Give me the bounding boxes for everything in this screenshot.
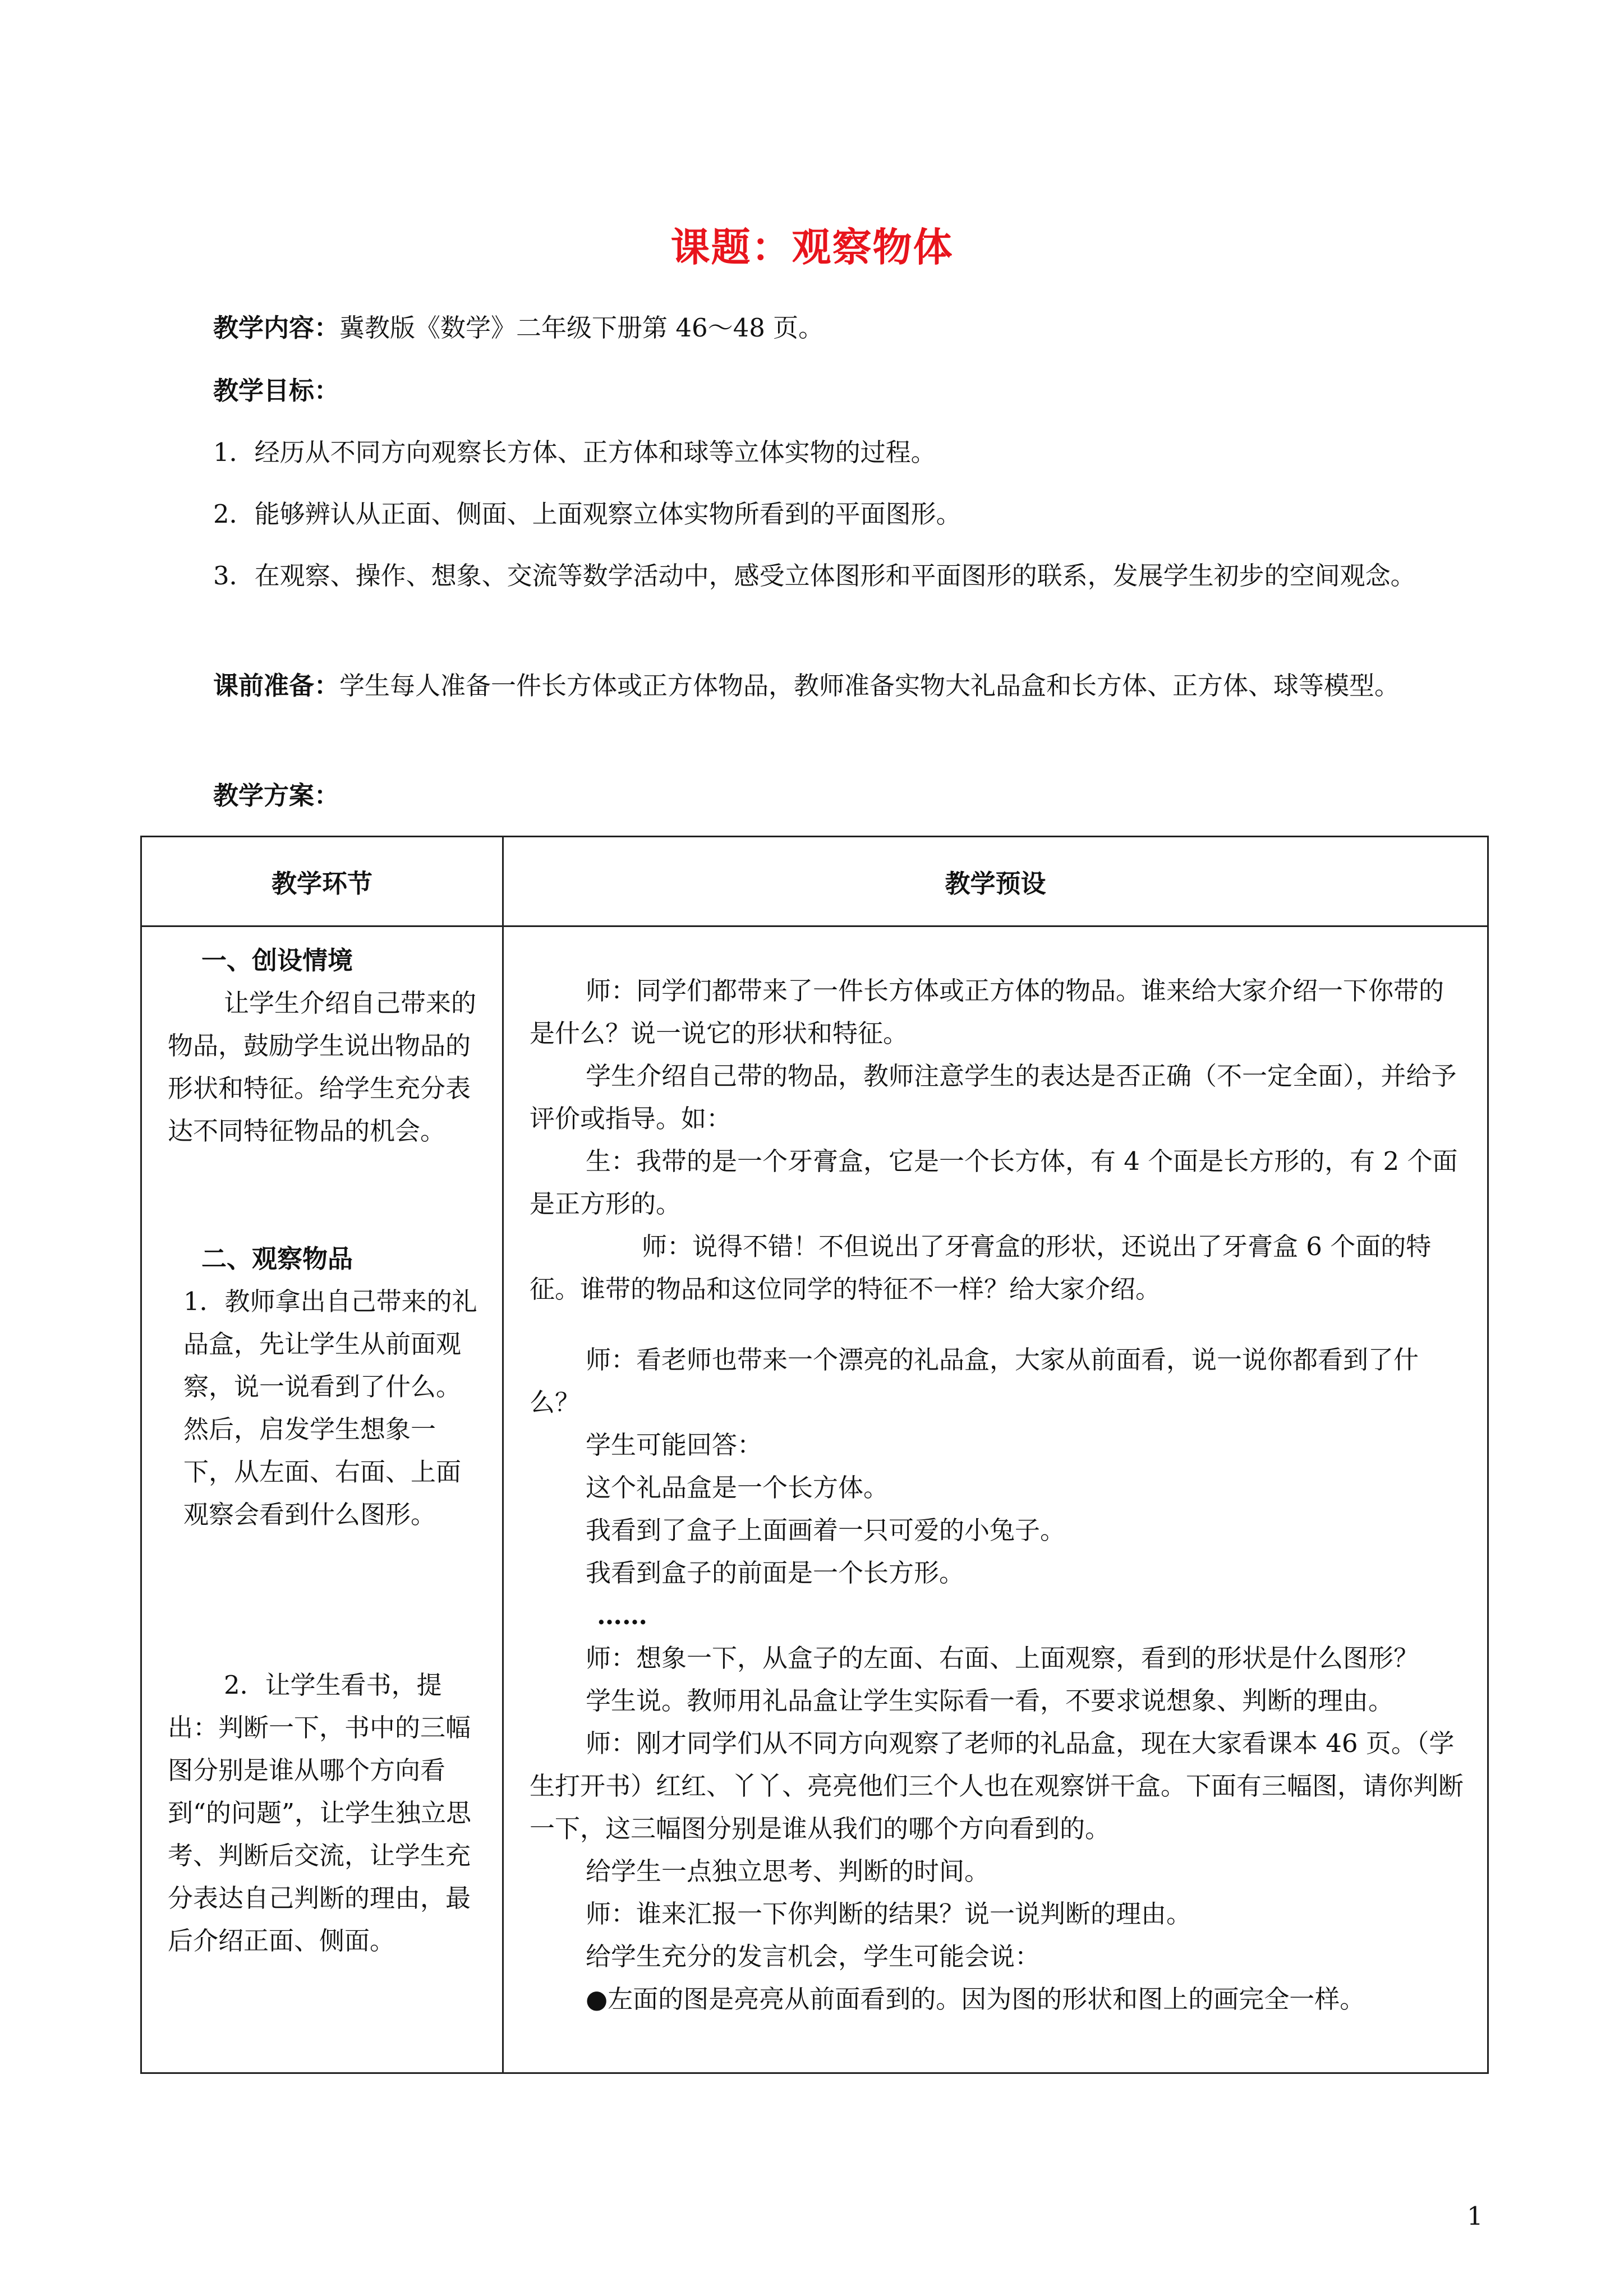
- preset-line: 师：刚才同学们从不同方向观察了老师的礼品盒，现在大家看课本 46 页。（学生打开书）红红、丫丫、亮亮他们三个人也在观察饼干盒。下面有三幅图，请你判断一下，这三幅图分别是谁从我们的哪个方向看到的。: [530, 1728, 1464, 1843]
- section-2-item-2: 2．让学生看书，提出：判断一下，书中的三幅图分别是谁从哪个方向看到“的问题”，让学生独立思考、判断后交流，让学生充分表达自己判断的理由，最后介绍正面、侧面。: [168, 1670, 472, 1956]
- preset-line: 我看到盒子的前面是一个长方形。: [586, 1558, 965, 1588]
- section-2-item-1: 1．教师拿出自己带来的礼品盒，先让学生从前面观察，说一说看到了什么。然后，启发学生想象一下，从左面、右面、上面观察会看到什么图形。: [183, 1287, 477, 1529]
- page-title: 课题：观察物体: [670, 224, 954, 270]
- preset-line: 给学生充分的发言机会，学生可能会说：: [586, 1942, 1041, 1971]
- teaching-goals-label: 教学目标：: [213, 376, 340, 405]
- header-stage: 教学环节: [141, 837, 503, 926]
- goal-item-3: 3．在观察、操作、想象、交流等数学活动中，感受立体图形和平面图形的联系，发展学生初步的空间观念。: [213, 561, 1416, 591]
- plan-label: 教学方案：: [213, 781, 340, 810]
- header-preset: 教学预设: [503, 837, 1488, 926]
- preset-line: 学生介绍自己带的物品，教师注意学生的表达是否正确（不一定全面），并给予评价或指导。如：: [530, 1061, 1457, 1133]
- page-number: 1: [1467, 2201, 1483, 2231]
- preset-line: 生：我带的是一个牙膏盒，它是一个长方体，有 4 个面是长方形的，有 2 个面是正方形的。: [530, 1146, 1458, 1219]
- preset-line: 学生可能回答：: [586, 1430, 763, 1460]
- table-header-row: [141, 837, 1488, 926]
- teaching-content-label: 教学内容：: [213, 313, 340, 343]
- teaching-content-text: 冀教版《数学》二年级下册第 46～48 页。: [339, 313, 824, 343]
- preset-line: 师：同学们都带来了一件长方体或正方体的物品。谁来给大家介绍一下你带的是什么？说一说它的形状和特征。: [530, 976, 1444, 1048]
- teaching-content: [157, 303, 1487, 353]
- preparation-text: 学生每人准备一件长方体或正方体物品，教师准备实物大礼品盒和长方体、正方体、球等模型。: [339, 671, 1400, 700]
- preparation-label: 课前准备：: [213, 671, 340, 700]
- goal-item-1: 1．经历从不同方向观察长方体、正方体和球等立体实物的过程。: [213, 437, 936, 467]
- preset-line: 师：说得不错！不但说出了牙膏盒的形状，还说出了牙膏盒 6 个面的特征。谁带的物品和这位同学的特征不一样？给大家介绍。: [530, 1232, 1432, 1304]
- preset-line: 师：谁来汇报一下你判断的结果？说一说判断的理由。: [586, 1899, 1192, 1929]
- preset-line: 师：想象一下，从盒子的左面、右面、上面观察，看到的形状是什么图形？: [586, 1643, 1419, 1673]
- preset-line: 我看到了盒子上面画着一只可爱的小兔子。: [586, 1515, 1066, 1545]
- goal-item-2: 2．能够辨认从正面、侧面、上面观察立体实物所看到的平面图形。: [213, 499, 961, 529]
- teaching-plan-table: [140, 836, 1489, 2074]
- section-1-title: 一、创设情境: [201, 946, 353, 975]
- preset-line: 给学生一点独立思考、判断的时间。: [586, 1856, 990, 1886]
- table-row: [141, 926, 1488, 2073]
- section-2-title: 二、观察物品: [201, 1244, 353, 1274]
- preset-line: 这个礼品盒是一个长方体。: [586, 1473, 889, 1502]
- preparation: [157, 661, 1487, 711]
- preset-line: 学生说。教师用礼品盒让学生实际看一看，不要求说想象、判断的理由。: [586, 1686, 1394, 1716]
- preset-line: ●左面的图是亮亮从前面看到的。因为图的形状和图上的画完全一样。: [586, 1984, 1365, 2014]
- preset-line: ……: [597, 1601, 647, 1630]
- preset-line: 师：看老师也带来一个漂亮的礼品盒，大家从前面看，说一说你都看到了什么？: [530, 1345, 1419, 1417]
- preset-cell: [503, 926, 1488, 2073]
- stage-cell: [141, 926, 503, 2073]
- section-1-text: 让学生介绍自己带来的物品，鼓励学生说出物品的形状和特征。给学生充分表达不同特征物品的机会。: [168, 988, 477, 1146]
